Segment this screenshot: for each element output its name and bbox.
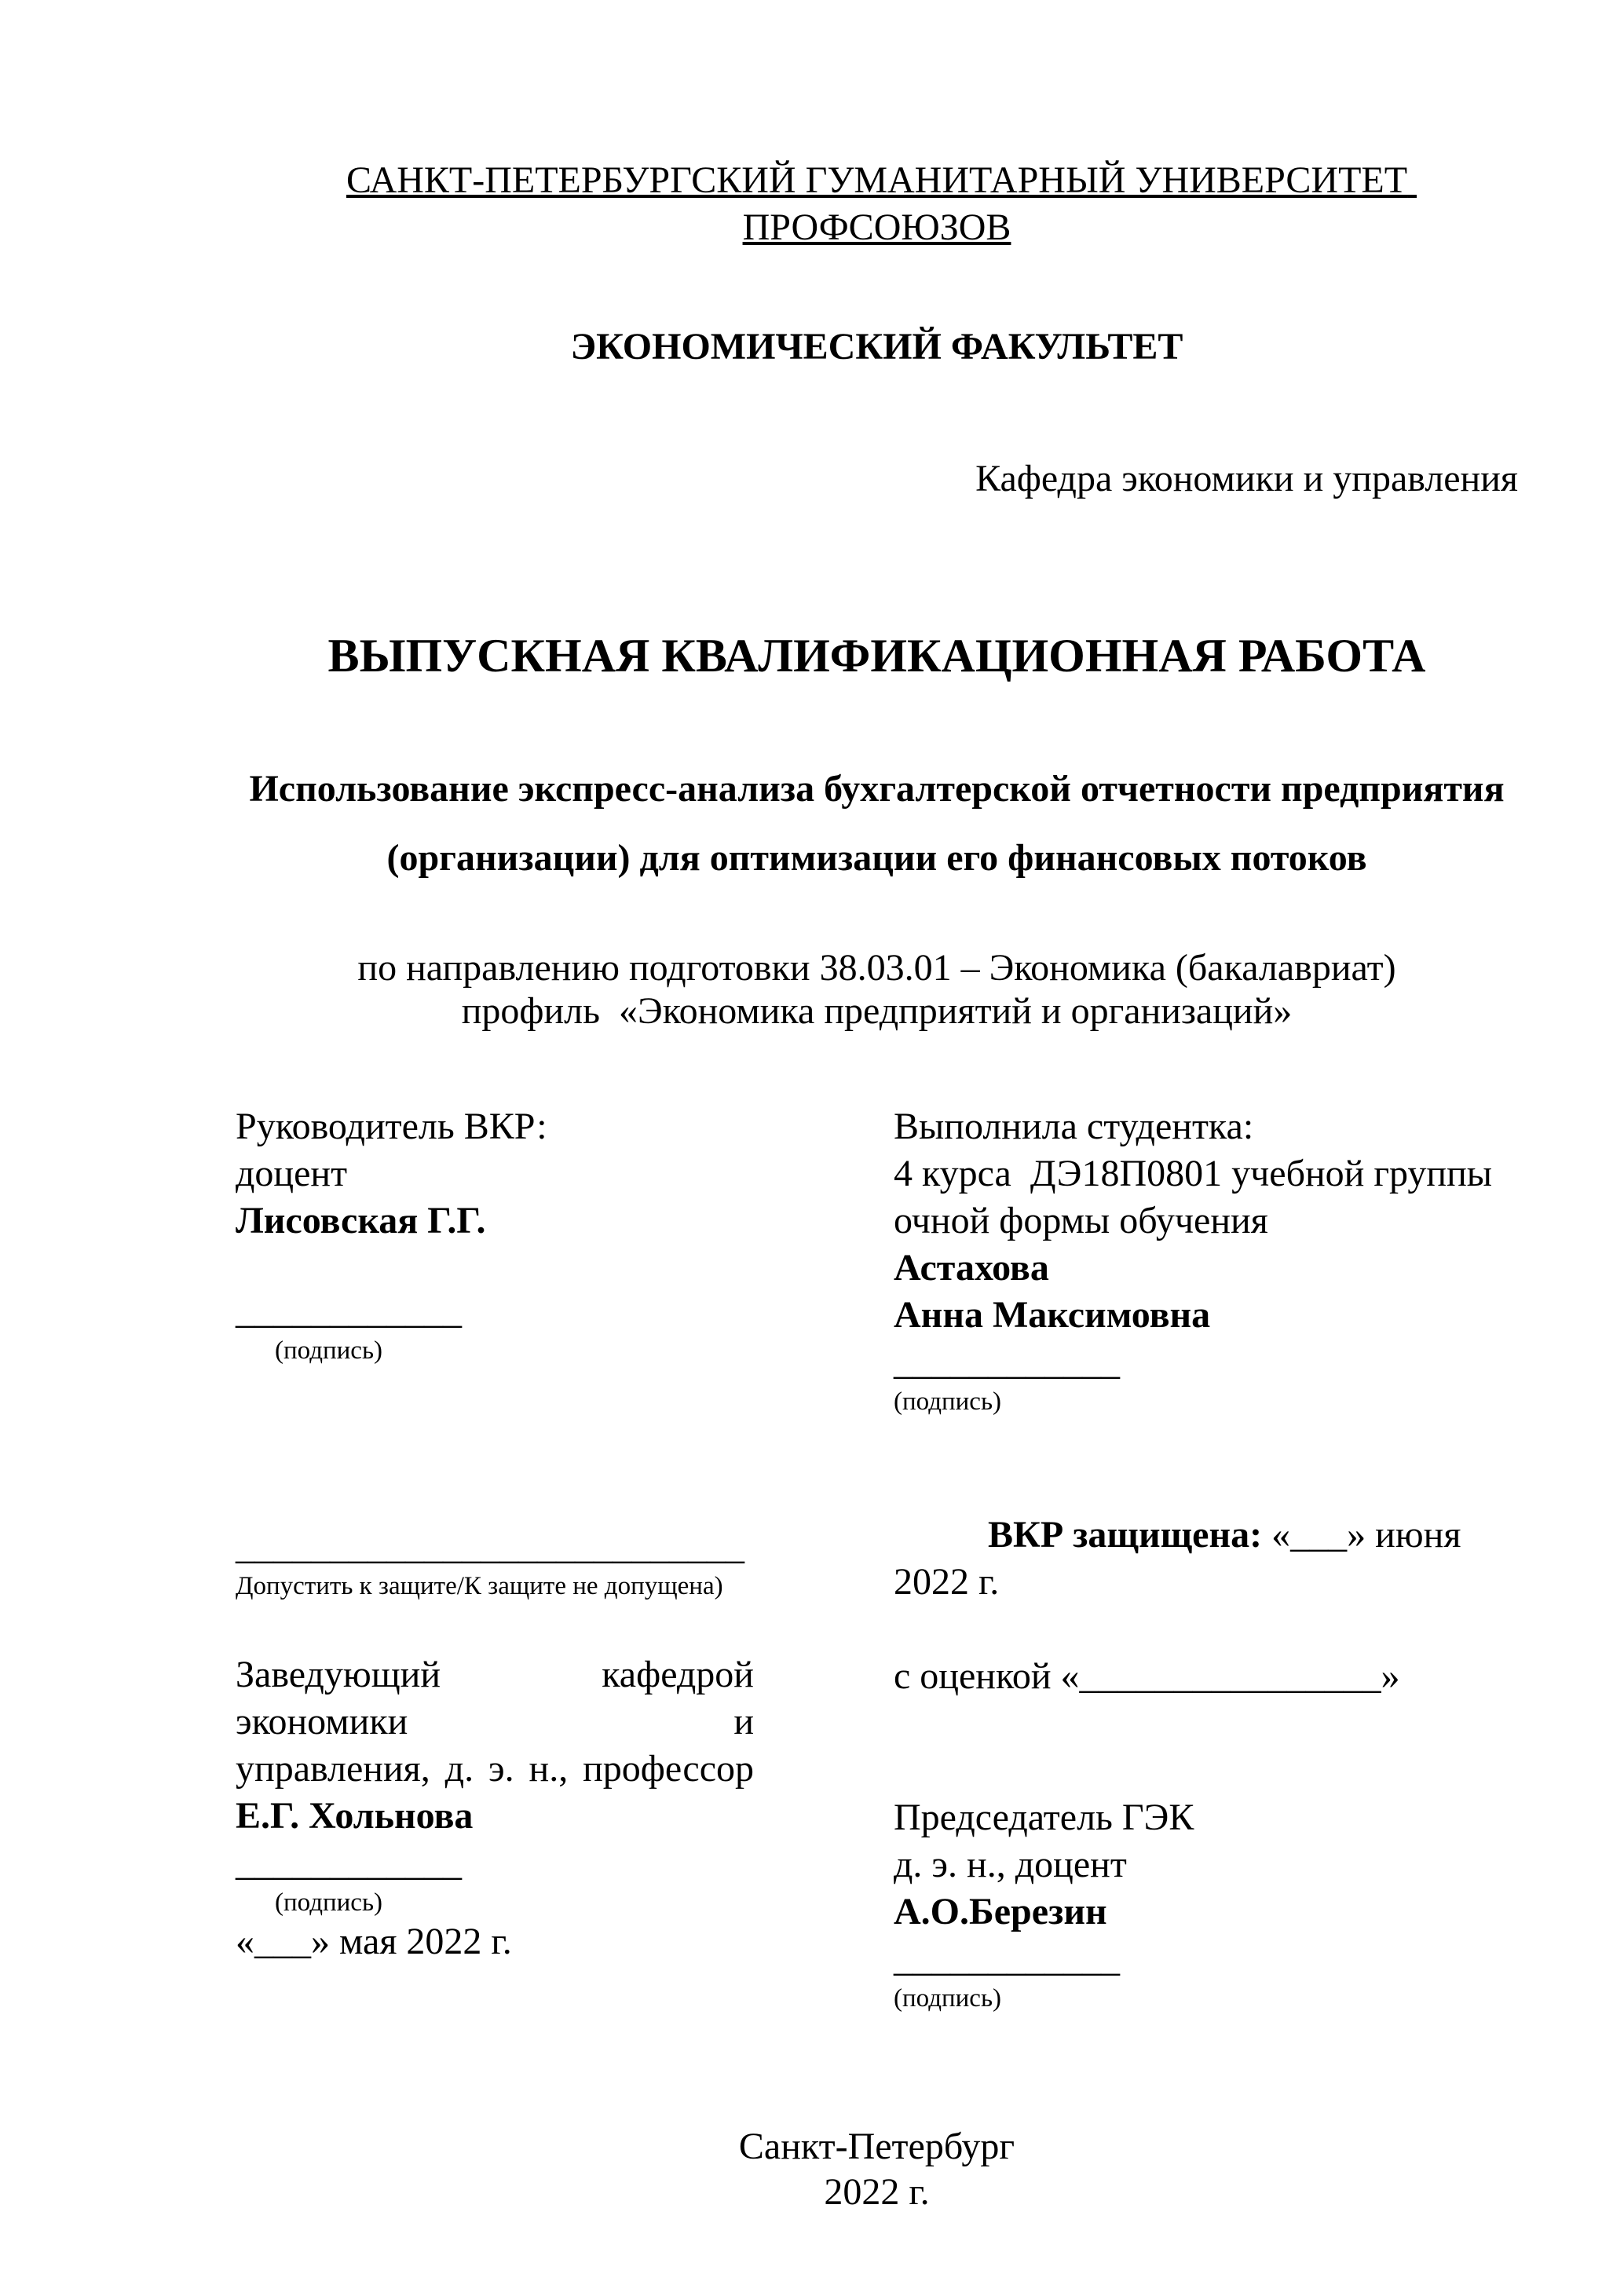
admission-date: «___» мая 2022 г.	[236, 1921, 512, 1962]
supervisor-signature-caption: (подпись)	[275, 1336, 382, 1365]
supervisor-name: Лисовская Г.Г.	[236, 1200, 486, 1241]
committee-chair-signature-line: ____________	[894, 1938, 1120, 1980]
department-head-name: Е.Г. Хольнова	[236, 1795, 474, 1837]
department-name: Кафедра экономики и управления	[975, 458, 1518, 499]
department-head-position-line1: Заведующий кафедрой экономики и	[236, 1654, 754, 1742]
committee-chair-block	[894, 1794, 1518, 2014]
admission-caption: Допустить к защите/К защите не допущена)	[236, 1572, 723, 1600]
defense-date-line	[894, 1464, 1518, 1653]
student-signature-caption: (подпись)	[894, 1387, 1001, 1416]
signatures-columns	[236, 1103, 1518, 2014]
footer-year: 2022 г.	[824, 2171, 930, 2213]
department-head-signature-caption: (подпись)	[275, 1888, 382, 1917]
thesis-title-line2: (организации) для оптимизации его финансовых потоков	[386, 837, 1367, 879]
supervisor-signature-line: ____________	[236, 1290, 462, 1332]
faculty-name: ЭКОНОМИЧЕСКИЙ ФАКУЛЬТЕТ	[570, 326, 1183, 367]
student-form: очной формы обучения	[894, 1200, 1268, 1241]
defense-date-value: «___» июня 2022 г.	[894, 1514, 1471, 1603]
department-head-signature-line: ____________	[236, 1842, 462, 1884]
supervisor-column	[236, 1103, 754, 2014]
defense-grade-line: с оценкой «________________»	[894, 1655, 1400, 1697]
department-head-position-line2: управления, д. э. н., профессор	[236, 1748, 754, 1790]
committee-chair-label: Председатель ГЭК	[894, 1797, 1194, 1838]
supervisor-rank: доцент	[236, 1153, 348, 1194]
admission-signature-line: ___________________________	[236, 1526, 744, 1567]
thesis-title-line1: Использование экспресс-анализа бухгалтерской отчетности предприятия	[249, 768, 1505, 810]
program-direction: по направлению подготовки 38.03.01 – Экономика (бакалавриат)	[357, 947, 1396, 989]
university-name: САНКТ-ПЕТЕРБУРГСКИЙ ГУМАНИТАРНЫЙ УНИВЕРСИТЕТ ПРОФСОЮЗОВ	[346, 159, 1417, 248]
committee-chair-name: А.О.Березин	[894, 1891, 1107, 1932]
committee-chair-rank: д. э. н., доцент	[894, 1844, 1127, 1885]
student-column	[894, 1103, 1518, 2014]
program-profile: профиль «Экономика предприятий и организаций»	[461, 990, 1293, 1032]
defense-block	[894, 1464, 1518, 1700]
supervisor-label: Руководитель ВКР:	[236, 1106, 547, 1147]
department-head-block	[236, 1651, 754, 1965]
footer-city: Санкт-Петербург	[738, 2126, 1015, 2167]
student-name: Анна Максимовна	[894, 1294, 1211, 1336]
footer	[236, 2124, 1518, 2215]
committee-chair-signature-caption: (подпись)	[894, 1984, 1001, 2013]
work-type-heading: ВЫПУСКНАЯ КВАЛИФИКАЦИОННАЯ РАБОТА	[327, 630, 1426, 682]
student-group: 4 курса ДЭ18П0801 учебной группы	[894, 1153, 1493, 1194]
student-surname: Астахова	[894, 1247, 1049, 1289]
student-signature-line: ____________	[894, 1341, 1120, 1383]
defense-date-label: ВКР защищена:	[988, 1514, 1272, 1556]
student-label: Выполнила студентка:	[894, 1106, 1254, 1147]
